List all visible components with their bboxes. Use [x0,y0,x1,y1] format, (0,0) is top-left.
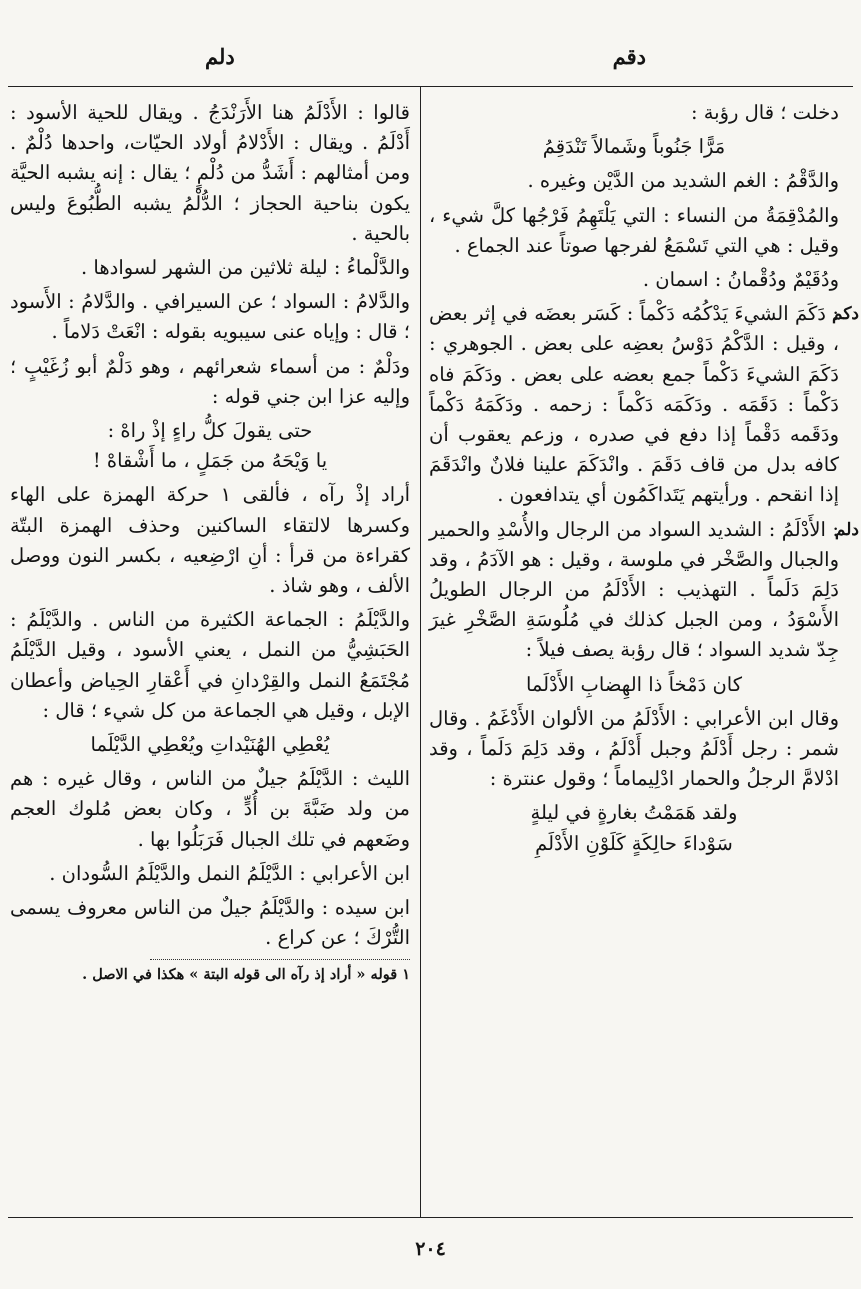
column-divider [420,86,421,1217]
verse: ولقد هَمَمْتُ بغارةٍ في ليلةٍ [530,801,738,825]
paragraph: دخلت ؛ قال رؤبة : [690,101,839,124]
header-keyword-left: دلم [205,44,235,69]
paragraph: ابن سيده : والدَّيْلَمُ جيلٌ من الناس معروف يسمى التُّرْكَ ؛ عن كراع . [10,896,410,950]
paragraph: والدَّلامُ : السواد ؛ عن السيرافي . والدَّلامُ : الأَسود ؛ قال : وإياه عنى سيبويه بقوله : انْعَتْ دَلاماً . [10,290,410,344]
paragraph: : الأَدْلَمُ : الشديد السواد من الرجال والأُسْدِ والحمير والجبال والصَّخْر في ملوسة ، وقيل : هو الآدَمُ ، وقد دَلِمَ دَلَماً . التهذيب : الأَدْلَمُ من الرجال الطويلُ الأَسْوَدُ ، ومن الجبل كذلك في مُلُوسَةِ الصَّخْرِ غيرَ جِدّ شديد السواد ؛ قال رؤبة يصف فيلاً : [429,517,839,662]
header-rule [8,86,853,87]
right-column [429,98,859,863]
entry-headword: دلم [834,519,859,540]
entry-headword: دكم [832,304,859,325]
verse: حتى يقولَ كلُّ راءٍ إذْ راهْ : [107,419,313,443]
left-column [10,98,410,990]
footnote: ١ قوله « أراد إذ رآه الى قوله البتة » هكذا في الاصل . [82,966,410,984]
verse: سَوْداءَ حالِكَةٍ كَلَوْنِ الأَدْلَمِ [535,831,733,855]
paragraph: وقال ابن الأعرابي : الأَدْلَمُ من الألوان الأَدْغَمُ . وقال شمر : رجل أَدْلَمُ وجبل أَدْلَمُ ، وقد دَلِمَ دَلَماً ، وقد ادْلامَّ الرجلُ والحمار ادْلِيماماً ؛ وقول عنترة : [429,706,839,791]
paragraph: والدَّيْلَمُ : الجماعة الكثيرة من الناس . والدَّيْلَمُ : الحَبَشِيُّ من النمل ، يعني الأسود ، وقيل الدَّيْلَمُ مُجْتَمَعُ النمل والقِرْدانِ في أَعْقارِ الحِياض وأعطان الإبل ، وقيل هي الجماعة من كل شيء ؛ قال : [10,608,410,722]
paragraph: ابن الأعرابي : الدَّيْلَمُ النمل والدَّيْلَمُ السُّودان . [49,861,410,885]
verse: يُعْطِي الهُنَيْداتِ ويُعْطِي الدَّيْلَما [90,733,330,757]
paragraph: والدَّقْمُ : الغم الشديد من الدَّيْن وغيره . [527,169,839,193]
entry-dalam [429,515,859,666]
paragraph: قالوا : الأَدْلَمُ هنا الأَرَنْدَجُ . ويقال للحية الأسود : أَدْلَمُ . ويقال : الأَدْلامُ أولاد الحيّات، واحدها دُلْمٌ . ومن أمثالهم : أَشَدُّ من دُلْمٍ ؛ يقال : إنه يشبه الحيَّة يكون بناحية الحجاز ؛ الدُّلْمُ يشبه الطُّبُوعَ وليس بالحية . [10,101,410,245]
verse: مَرًّا جَنُوباً وشَمالاً تَنْدَقِمُ [542,135,726,159]
verse: كان دَمْخاً ذا الهِضابِ الأَدْلَما [525,672,743,696]
paragraph: ودَلْمٌ : من أسماء شعرائهم ، وهو دَلْمٌ أبو زُغَيْبٍ ؛ وإليه عزا ابن جني قوله : [10,354,410,408]
paragraph: ودُقَيْمٌ ودُقْمانُ : اسمان . [642,268,839,292]
entry-dakam [429,299,859,510]
page-number: ٢٠٤ [415,1238,446,1260]
footer-rule [8,1217,853,1218]
header-keyword-right: دقم [612,44,646,69]
footnote-rule [150,959,410,960]
paragraph: : دَكَمَ الشيءَ يَدْكُمُه دَكْماً : كَسَر بعضَه في إثر بعض ، وقيل : الدَّكْمُ دَوْسُ بعضِه على بعض . الجوهري : دَكَمَ الشيءَ دَكْماً جمع بعضه على بعض . ودَكَمَ فاه دَكْماً : دَقَمَه . ودَكَمَه دَكْماً : زحمه . ودَكَمَهُ دَكْماً ودَقَمه دَقْماً إذا دفع في صدره ، وزعم يعقوب أن كافه بدل من قاف دَقَمَ . وانْدَكَمَ علينا فلانٌ وانْدَقَمَ إذا انقحم . ورأيتهم يَتَداكَمُون أي يتدافعون . [429,302,839,507]
paragraph: أراد إذْ رآه ، فألقى ١ حركة الهمزة على الهاء وكسرها لالتقاء الساكنين وحذف الهمزة البتّة كقراءة من قرأ : أنِ ارْضِعيه ، بكسر النون ووصل الألف ، وهو شاذ . [10,483,410,598]
paragraph: الليث : الدَّيْلَمُ جيلٌ من الناس ، وقال غيره : هم من ولد ضَبَّةَ بن أُدٍّ ، وكان بعض مُلوك العجم وضَعهم في تلك الجبال فَرَبَلُوا بها . [10,767,410,851]
paragraph: والمُدْقِمَةُ من النساء : التي يَلْتَهِمُ فَرْجُها كلَّ شيء ، وقيل : هي التي تَسْمَعُ لفرجها صوتاً عند الجماع . [429,203,839,257]
paragraph: والدَّلْماءُ : ليلة ثلاثين من الشهر لسوادها . [81,256,410,280]
verse: يا وَيْحَهُ من جَمَلٍ ، ما أَشْقاهْ ! [92,449,328,473]
